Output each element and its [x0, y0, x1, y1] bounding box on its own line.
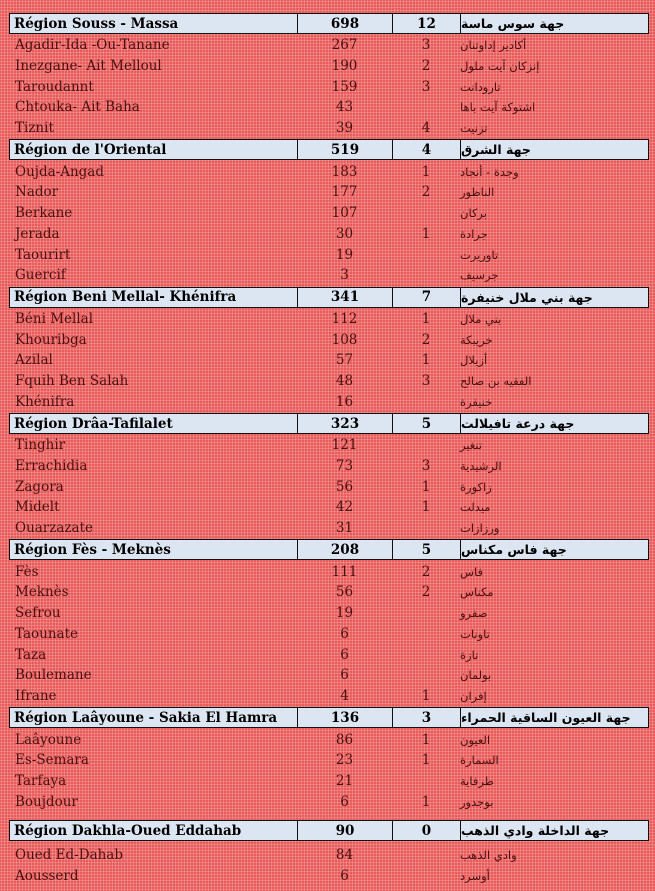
- province-total: 121: [331, 437, 358, 454]
- province-total: 111: [331, 563, 358, 580]
- province-name: Boulemane: [15, 667, 92, 684]
- province-name-arabic: العيون: [460, 732, 491, 747]
- province-total: 39: [335, 120, 354, 137]
- province-name-arabic: مكناس: [460, 585, 494, 600]
- province-name: Inezgane- Ait Melloul: [15, 58, 162, 75]
- region-count: 5: [393, 540, 461, 559]
- region-name-arabic: جهة الداخلة وادي الذهب: [461, 823, 610, 838]
- province-name-arabic: إنزكان آيت ملول: [460, 59, 540, 74]
- province-name-arabic: أزيلال: [460, 353, 488, 368]
- region-header: [9, 13, 649, 34]
- table-row: [9, 518, 649, 539]
- province-name: Laâyoune: [15, 731, 82, 748]
- table-row: [9, 203, 649, 224]
- table-row: [9, 582, 649, 603]
- province-name-arabic: أوسرد: [460, 869, 490, 884]
- province-name: Errachidia: [15, 458, 88, 475]
- province-name: Es-Semara: [15, 752, 89, 769]
- province-name: Ifrane: [15, 687, 57, 704]
- province-total: 56: [335, 478, 354, 495]
- province-name: Midelt: [15, 499, 60, 516]
- province-name: Béni Mellal: [15, 310, 94, 327]
- region-header: [9, 139, 649, 160]
- province-count: 1: [421, 352, 431, 369]
- province-total: 183: [331, 163, 358, 180]
- table-row: [9, 391, 649, 412]
- province-total: 21: [335, 772, 354, 789]
- province-name-arabic: زاكورة: [460, 479, 492, 494]
- province-count: 1: [421, 225, 431, 242]
- province-total: 23: [335, 752, 354, 769]
- region-count: 7: [393, 288, 461, 307]
- province-count: 2: [421, 58, 431, 75]
- province-total: 3: [340, 267, 349, 284]
- region-total: 90: [298, 821, 393, 840]
- region-name-arabic: جهة فاس مكناس: [461, 542, 567, 558]
- province-name-arabic: فاس: [460, 564, 484, 579]
- table-row: [9, 729, 649, 750]
- province-name: Nador: [15, 184, 59, 201]
- province-total: 108: [331, 331, 358, 348]
- province-name-arabic: تاوريرت: [460, 247, 499, 262]
- province-total: 31: [335, 520, 354, 537]
- province-name: Oued Ed-Dahab: [15, 847, 123, 864]
- table-row: [9, 866, 649, 887]
- regions-table: [9, 12, 649, 886]
- province-count: 3: [421, 458, 431, 475]
- table-row: [9, 665, 649, 686]
- province-name: Taza: [15, 646, 47, 663]
- table-row: [9, 265, 649, 286]
- region-name: Région Souss - Massa: [10, 14, 298, 33]
- table-row: [9, 244, 649, 265]
- province-name-arabic: وجدة - أنجاد: [460, 164, 519, 179]
- region-total: 698: [298, 14, 393, 33]
- province-name-arabic: خريبكة: [460, 332, 493, 347]
- province-total: 6: [340, 793, 349, 810]
- province-count: 1: [421, 731, 431, 748]
- table-row: [9, 750, 649, 771]
- province-name: Taounate: [15, 625, 78, 642]
- table-row: [9, 561, 649, 582]
- table-row: [9, 56, 649, 77]
- province-name: Zagora: [15, 478, 64, 495]
- province-name-arabic: تنغير: [460, 438, 483, 453]
- province-count: 1: [421, 793, 431, 810]
- province-name-arabic: الفقيه بن صالح: [460, 373, 532, 388]
- region-header: [9, 287, 649, 308]
- table-row: [9, 76, 649, 97]
- table-row: [9, 371, 649, 392]
- province-name-arabic: تاونات: [460, 626, 490, 641]
- province-total: 267: [331, 37, 358, 54]
- table-row: [9, 644, 649, 665]
- table-row: [9, 771, 649, 792]
- province-name: Fquih Ben Salah: [15, 372, 129, 389]
- table-row: [9, 686, 649, 707]
- province-total: 48: [335, 372, 354, 389]
- province-name: Guercif: [15, 267, 66, 284]
- province-name-arabic: خنيفرة: [460, 394, 493, 409]
- province-name-arabic: اشتوكة آيت باها: [460, 100, 536, 115]
- table-row: [9, 224, 649, 245]
- province-total: 4: [340, 687, 349, 704]
- province-name-arabic: بولمان: [460, 668, 492, 683]
- province-name-arabic: إفران: [460, 688, 487, 703]
- table-row: [9, 329, 649, 350]
- province-total: 19: [335, 246, 354, 263]
- province-count: 1: [421, 163, 431, 180]
- region-count: 3: [393, 708, 461, 727]
- province-name: Taourirt: [15, 246, 71, 263]
- table-row: [9, 845, 649, 866]
- province-total: 107: [331, 205, 358, 222]
- province-total: 190: [331, 58, 358, 75]
- region-total: 341: [298, 288, 393, 307]
- province-name: Khénifra: [15, 393, 75, 410]
- region-total: 208: [298, 540, 393, 559]
- table-row: [9, 456, 649, 477]
- province-count: 3: [421, 37, 431, 54]
- province-total: 16: [335, 393, 354, 410]
- province-total: 159: [331, 78, 358, 95]
- province-name: Sefrou: [15, 605, 61, 622]
- province-name: Jerada: [15, 225, 60, 242]
- region-count: 5: [393, 414, 461, 433]
- region-name: Région Dakhla-Oued Eddahab: [10, 821, 298, 840]
- province-name: Tiznit: [15, 120, 54, 137]
- region-name: Région Drâa-Tafilalet: [10, 414, 298, 433]
- province-name: Aousserd: [15, 868, 79, 885]
- table-row: [9, 497, 649, 518]
- province-count: 3: [421, 372, 431, 389]
- province-name: Berkane: [15, 205, 73, 222]
- province-name-arabic: بني ملال: [460, 311, 502, 326]
- province-total: 6: [340, 646, 349, 663]
- province-name: Oujda-Angad: [15, 163, 104, 180]
- province-name: Fès: [15, 563, 39, 580]
- region-name-arabic: جهة سوس ماسة: [461, 16, 565, 31]
- table-row: [9, 624, 649, 645]
- province-total: 84: [335, 847, 354, 864]
- province-name-arabic: السمارة: [460, 753, 499, 768]
- spacer: [9, 812, 649, 819]
- province-name-arabic: تازة: [460, 647, 479, 662]
- table-row: [9, 791, 649, 812]
- province-count: 1: [421, 499, 431, 516]
- province-count: 2: [421, 563, 431, 580]
- province-name: Chtouka- Ait Baha: [15, 99, 140, 116]
- province-total: 57: [335, 352, 354, 369]
- region-name-arabic: جهة درعة تافيلالت: [461, 416, 575, 431]
- province-name: Ouarzazate: [15, 520, 94, 537]
- region-total: 136: [298, 708, 393, 727]
- province-name-arabic: بوجدور: [460, 794, 494, 809]
- province-total: 6: [340, 868, 349, 885]
- province-name-arabic: الناظور: [460, 185, 495, 200]
- table-row: [9, 603, 649, 624]
- table-row: [9, 350, 649, 371]
- region-name-arabic: جهة بني ملال خنيفرة: [461, 289, 593, 305]
- province-total: 73: [335, 458, 354, 475]
- province-total: 42: [335, 499, 354, 516]
- region-count: 4: [393, 140, 461, 159]
- province-name-arabic: بركان: [460, 206, 487, 221]
- table-row: [9, 118, 649, 139]
- province-count: 2: [421, 584, 431, 601]
- table-row: [9, 97, 649, 118]
- province-total: 6: [340, 667, 349, 684]
- province-count: 1: [421, 687, 431, 704]
- province-total: 6: [340, 625, 349, 642]
- province-total: 86: [335, 731, 354, 748]
- province-total: 19: [335, 605, 354, 622]
- province-name-arabic: ورزازات: [460, 521, 500, 536]
- province-name: Tinghir: [15, 437, 66, 454]
- region-name: Région Beni Mellal- Khénifra: [10, 288, 298, 307]
- province-total: 177: [331, 184, 358, 201]
- province-total: 112: [331, 310, 358, 327]
- region-count: 0: [393, 821, 461, 840]
- province-count: 2: [421, 184, 431, 201]
- province-name: Tarfaya: [15, 772, 67, 789]
- table-row: [9, 476, 649, 497]
- table-row: [9, 161, 649, 182]
- table-row: [9, 435, 649, 456]
- province-count: 1: [421, 752, 431, 769]
- province-name: Boujdour: [15, 793, 78, 810]
- region-name: Région Fès - Meknès: [10, 540, 298, 559]
- region-header: [9, 413, 649, 434]
- region-name: Région de l'Oriental: [10, 140, 298, 159]
- province-total: 43: [335, 99, 354, 116]
- region-total: 519: [298, 140, 393, 159]
- province-count: 3: [421, 78, 431, 95]
- province-name: Khouribga: [15, 331, 87, 348]
- province-name-arabic: طرفاية: [460, 773, 494, 788]
- province-name-arabic: صفرو: [460, 606, 488, 621]
- region-total: 323: [298, 414, 393, 433]
- region-name-arabic: جهة الشرق: [461, 142, 531, 158]
- province-count: 1: [421, 310, 431, 327]
- region-name-arabic: جهة العيون الساقية الحمراء: [461, 710, 631, 726]
- province-name-arabic: وادي الذهب: [460, 848, 517, 863]
- region-header: [9, 707, 649, 728]
- table-row: [9, 309, 649, 330]
- province-name: Meknès: [15, 584, 69, 601]
- table-row: [9, 182, 649, 203]
- province-name: Taroudannt: [15, 78, 94, 95]
- province-total: 30: [335, 225, 354, 242]
- region-header: [9, 539, 649, 560]
- province-name-arabic: تارودانت: [460, 79, 501, 94]
- region-header: [9, 820, 649, 841]
- province-total: 56: [335, 584, 354, 601]
- province-count: 2: [421, 331, 431, 348]
- province-name-arabic: ميدلت: [460, 500, 491, 515]
- province-name: Agadir-Ida -Ou-Tanane: [15, 37, 170, 54]
- region-count: 12: [393, 14, 461, 33]
- region-name: Région Laâyoune - Sakia El Hamra: [10, 708, 298, 727]
- province-name: Azilal: [15, 352, 53, 369]
- table-row: [9, 35, 649, 56]
- province-name-arabic: أكادير إداوتنان: [460, 38, 527, 53]
- province-name-arabic: جرادة: [460, 226, 488, 241]
- province-count: 4: [421, 120, 431, 137]
- province-name-arabic: الرشيدية: [460, 459, 502, 474]
- province-name-arabic: تزنيت: [460, 121, 488, 136]
- province-name-arabic: جرسيف: [460, 268, 499, 283]
- province-count: 1: [421, 478, 431, 495]
